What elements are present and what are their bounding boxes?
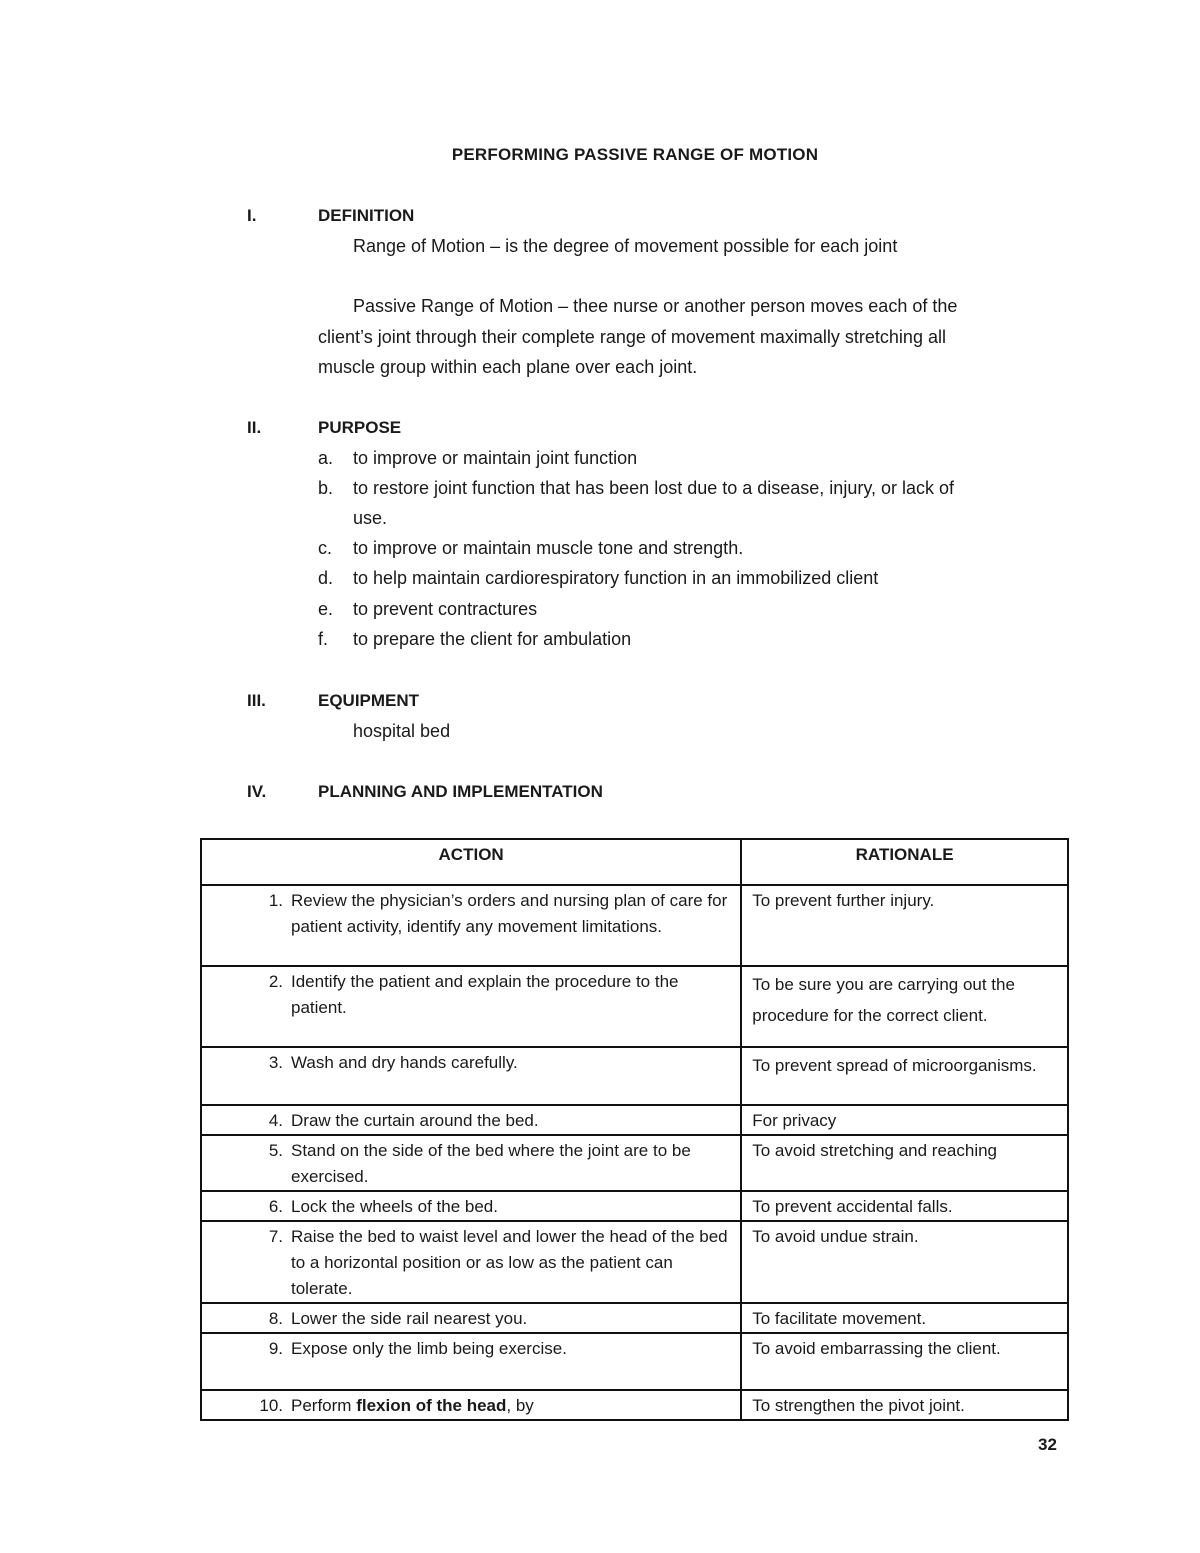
purpose-item-letter: c. [318, 538, 333, 558]
table-row [201, 1303, 1068, 1333]
purpose-item-text-cont: use. [353, 508, 388, 528]
step-rationale: To be sure you are carrying out the procedure for the correct client. [752, 975, 1015, 1025]
definition-text-rom: Range of Motion – is the degree of movement possible for each joint [353, 236, 898, 256]
definition-text-prom-line2: client’s joint through their complete range of movement maximally stretching all [318, 327, 946, 347]
table-row [201, 1135, 1068, 1191]
header-action: ACTION [201, 839, 741, 885]
step-rationale: To prevent further injury. [752, 891, 935, 910]
step-action: Lower the side rail nearest you. [291, 1309, 528, 1328]
page-number: 32 [1038, 1435, 1057, 1454]
step-rationale: To prevent spread of microorganisms. [752, 1056, 1037, 1075]
step-action [291, 1393, 734, 1419]
purpose-item-letter: b. [318, 478, 334, 498]
purpose-item-text: to help maintain cardiorespiratory function in an immobilized client [353, 568, 879, 588]
equipment-text: hospital bed [353, 721, 451, 741]
step-number: 5. [268, 1141, 283, 1160]
table-row [201, 1191, 1068, 1221]
purpose-item-letter: f. [318, 629, 329, 649]
step-number: 4. [268, 1111, 283, 1130]
table-header-row [201, 839, 1068, 885]
step-rationale: To facilitate movement. [752, 1309, 927, 1328]
step-action: Raise the bed to waist level and lower the head of the bed to a horizontal position or as low as the patient can tolerate. [291, 1227, 728, 1298]
purpose-item-text: to restore joint function that has been lost due to a disease, injury, or lack of [353, 478, 955, 498]
step-action: Identify the patient and explain the procedure to the patient. [291, 972, 679, 1017]
purpose-item-text: to prevent contractures [353, 599, 538, 619]
table-row [201, 1333, 1068, 1390]
step-rationale: To strengthen the pivot joint. [752, 1396, 965, 1415]
table-row [201, 966, 1068, 1047]
step-rationale: For privacy [752, 1111, 837, 1130]
step-number: 6. [268, 1197, 283, 1216]
definition-text-prom-line1: Passive Range of Motion – thee nurse or another person moves each of the [353, 296, 958, 316]
definition-text-prom-line3: muscle group within each plane over each joint. [318, 357, 698, 377]
step-action-bold: flexion of the head [356, 1396, 507, 1415]
planning-table [200, 838, 1069, 1421]
table-row [201, 1221, 1068, 1303]
step-number: 1. [268, 891, 283, 910]
step-number: 7. [268, 1227, 283, 1246]
purpose-item-letter: e. [318, 599, 334, 619]
purpose-item-letter: a. [318, 448, 334, 468]
header-rationale: RATIONALE [741, 839, 1068, 885]
step-action: Wash and dry hands carefully. [291, 1053, 518, 1072]
table-row [201, 1047, 1068, 1105]
step-action-post: , by [506, 1396, 534, 1415]
section-number-equipment: III. [247, 691, 266, 710]
step-number: 9. [268, 1339, 283, 1358]
purpose-item-letter: d. [318, 568, 334, 588]
table-row [201, 1390, 1068, 1420]
step-action: Stand on the side of the bed where the joint are to be exercised. [291, 1141, 691, 1186]
purpose-item-text: to improve or maintain joint function [353, 448, 638, 468]
step-action: Lock the wheels of the bed. [291, 1197, 498, 1216]
section-number-purpose: II. [247, 418, 262, 437]
step-rationale: To prevent accidental falls. [752, 1197, 953, 1216]
section-number-planning: IV. [247, 782, 267, 801]
step-rationale: To avoid stretching and reaching [752, 1141, 997, 1160]
page-title: PERFORMING PASSIVE RANGE OF MOTION [451, 145, 819, 164]
step-number: 10. [259, 1396, 283, 1415]
step-number: 2. [268, 972, 283, 991]
step-number: 8. [268, 1309, 283, 1328]
section-heading-definition: DEFINITION [318, 206, 415, 225]
purpose-item-text: to prepare the client for ambulation [353, 629, 632, 649]
step-rationale: To avoid embarrassing the client. [752, 1339, 1001, 1358]
section-heading-planning: PLANNING AND IMPLEMENTATION [318, 782, 603, 801]
step-action: Expose only the limb being exercise. [291, 1339, 567, 1358]
section-number-definition: I. [247, 206, 257, 225]
section-heading-purpose: PURPOSE [318, 418, 402, 437]
step-action-pre: Perform [291, 1396, 357, 1415]
section-heading-equipment: EQUIPMENT [318, 691, 420, 710]
step-rationale: To avoid undue strain. [752, 1227, 919, 1246]
table-row [201, 885, 1068, 966]
step-action: Review the physician’s orders and nursing plan of care for patient activity, identify any movement limitations. [291, 891, 728, 936]
purpose-item-text: to improve or maintain muscle tone and strength. [353, 538, 744, 558]
step-action: Draw the curtain around the bed. [291, 1111, 539, 1130]
step-number: 3. [268, 1053, 283, 1072]
table-row [201, 1105, 1068, 1135]
